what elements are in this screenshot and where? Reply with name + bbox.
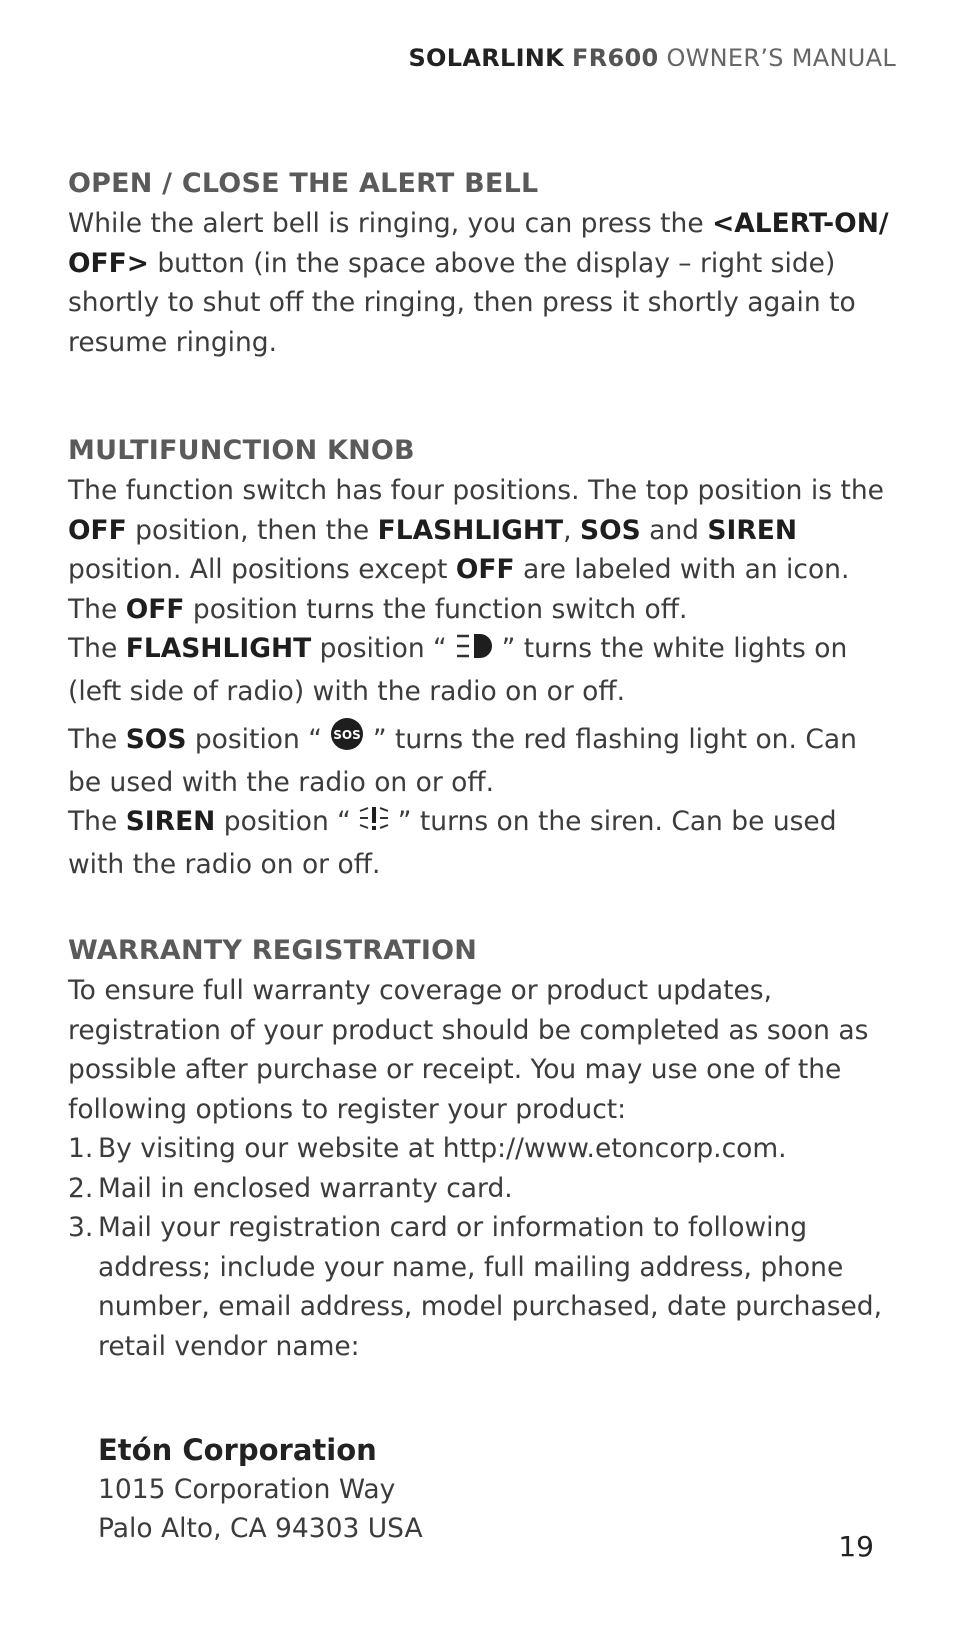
heading-warranty-registration: WARRANTY REGISTRATION (68, 935, 478, 966)
section-alert-bell (68, 164, 898, 362)
running-header (408, 44, 896, 72)
sos-icon (330, 717, 364, 763)
section-warranty-registration (68, 931, 898, 1366)
heading-multifunction-knob: MULTIFUNCTION KNOB (68, 435, 415, 466)
list-item: 2. Mail in enclosed warranty card. (68, 1172, 513, 1204)
header-model: FR600 (572, 44, 659, 72)
company-address-line-2: Palo Alto, CA 94303 USA (98, 1513, 423, 1544)
svg-text:SOS: SOS (333, 728, 362, 742)
company-address-line-1: 1015 Corporation Way (98, 1474, 396, 1505)
knob-paragraph-positions: The function switch has four positions. The top position is the OFF position, then the FLASHLIGHT, SOS and SIREN position. All positions except OFF are labeled with an icon. (68, 475, 884, 585)
page-number: 19 (838, 1530, 874, 1563)
header-doc-title: OWNER’S MANUAL (666, 44, 896, 72)
section-multifunction-knob (68, 431, 898, 884)
flashlight-icon (455, 632, 493, 672)
heading-alert-bell: OPEN / CLOSE THE ALERT BELL (68, 168, 539, 199)
registration-options-list (68, 1129, 898, 1366)
knob-paragraph-sos: The SOS position “ SOS ” turns the red flashing light on. Can be used with the radio on or off. (68, 717, 898, 802)
list-item: 3. Mail your registration card or information to following address; include your name, full mailing address, phone number, email address, model purchased, date purchased, retail vendor name: (68, 1212, 883, 1362)
list-item: 1. By visiting our website at http://www.etoncorp.com. (68, 1133, 787, 1164)
alert-bell-paragraph: While the alert bell is ringing, you can press the <ALERT-ON/ OFF> button (in the space above the display – right side) shortly to shut off the ringing, then press it shortly again to resume ringing. (68, 208, 889, 358)
knob-paragraph-flashlight: The FLASHLIGHT position “ ” turns the white lights on (left side of radio) with the radio on or off. (68, 633, 848, 707)
company-address-block (98, 1430, 423, 1548)
knob-paragraph-off: The OFF position turns the function switch off. (68, 593, 688, 625)
alert-on-off-button-label: <ALERT-ON/ OFF> (68, 208, 889, 279)
company-name: Etón Corporation (98, 1433, 377, 1467)
warranty-intro: To ensure full warranty coverage or product updates, registration of your product should be completed as soon as possible after purchase or receipt. You may use one of the following options to register your product: (68, 975, 869, 1125)
siren-icon (359, 805, 389, 845)
header-brand: SOLARLINK (408, 44, 565, 72)
knob-paragraph-siren: The SIREN position “ ” turns on the siren. Can be used with the radio on or off. (68, 806, 837, 880)
